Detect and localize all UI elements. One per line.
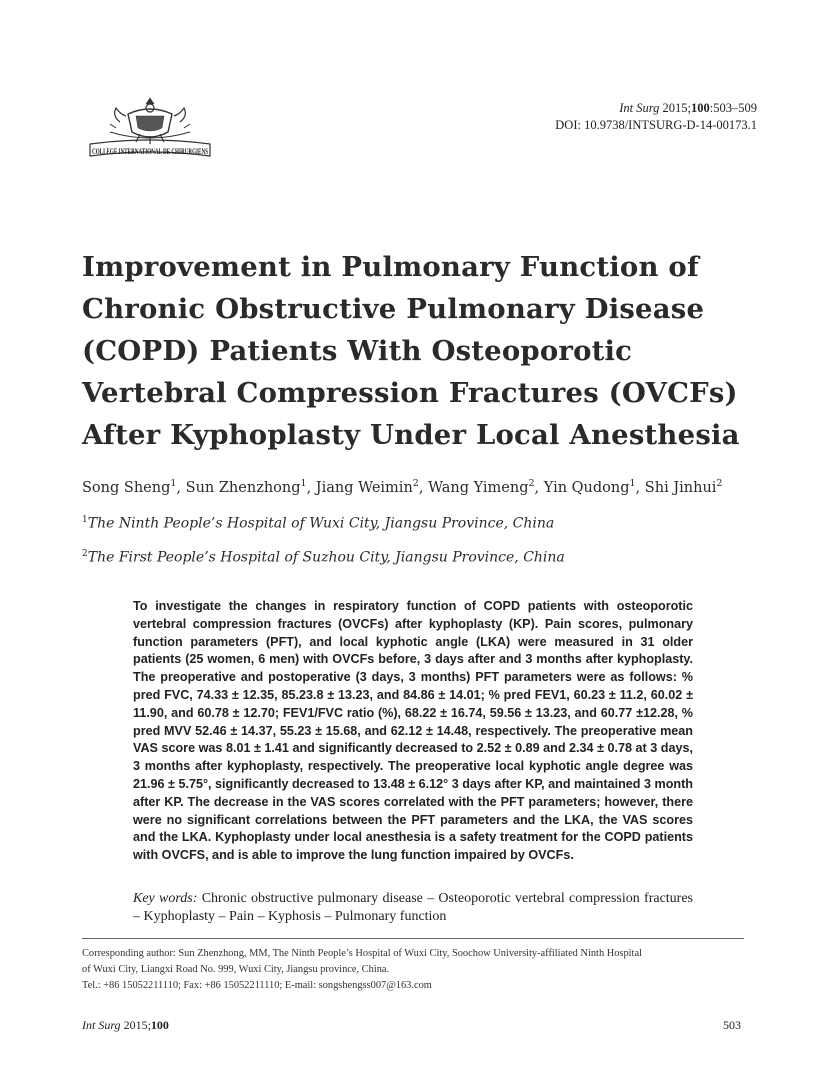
correspondence-line-2: of Wuxi City, Liangxi Road No. 999, Wuxi City, Jiangsu province, China. xyxy=(82,963,390,975)
footer-citation xyxy=(82,1018,169,1033)
keywords xyxy=(133,890,693,926)
citation-pages: :503–509 xyxy=(709,101,757,115)
correspondence-line-3: Tel.: +86 15052211110; Fax: +86 15052211110; E-mail: songshengss007@163.com xyxy=(82,979,432,991)
author: Yin Qudong$^1$, xyxy=(543,478,645,496)
journal-logo xyxy=(80,92,220,164)
crest-icon xyxy=(80,92,220,164)
correspondence xyxy=(82,946,744,993)
doi: DOI: 10.9738/INTSURG-D-14-00173.1 xyxy=(555,118,757,132)
logo-banner-text: COLLEGE INTERNATIONAL DE CHIRURGIENS xyxy=(92,147,209,156)
page-number: 503 xyxy=(723,1018,741,1032)
abstract: To investigate the changes in respiratory function of COPD patients with osteoporotic vertebral compression fractures (OVCFs) after kyphoplasty (KP). Pain scores, pulmonary function parameters (PFT), and local kyphotic angle (LKA) were measured in 31 older patients (25 women, 6 men) with OVCFs before, 3 days after and 3 months after kyphoplasty. The preoperative and postoperative (3 days, 3 months) PFT parameters were as follows: % pred FVC, 74.33 ± 12.35, 85.23.8 ± 13.23, and 84.86 ± 14.01; % pred FEV1, 60.23 ± 11.2, 60.02 ± 11.90, and 60.78 ± 12.70; FEV1/FVC ratio (%), 68.22 ± 16.74, 59.56 ± 13.23, and 60.77 ±12.28, % pred MVV 52.46 ± 14.37, 55.23 ± 15.68, and 62.12 ± 14.48, respectively. The preoperative mean VAS score was 8.01 ± 1.41 and significantly decreased to 2.52 ± 0.89 and 2.34 ± 0.78 at 3 days, 3 months after kyphoplasty, respectively. The preoperative local kyphotic angle degree was 21.96 ± 5.75°, significantly decreased to 13.48 ± 6.12° 3 days after KP, and maintained 3 month after KP. The decrease in the VAS scores correlated with the PFT parameters; however, there were no significant correlations between the PFT parameters and the LKA, the VAS scores and the LKA. Kyphoplasty under local anesthesia is a safety treatment for the COPD patients with OVCFS, and is able to improve the lung function impaired by OVCFs. xyxy=(133,599,693,863)
author-list xyxy=(82,478,772,496)
footer-year: 2015; xyxy=(123,1018,151,1032)
citation-line xyxy=(555,100,757,117)
author: Jiang Weimin$^2$, xyxy=(315,478,429,496)
footnote-divider xyxy=(82,938,744,939)
keywords-label: Key words: xyxy=(133,891,198,906)
keywords-text: Chronic obstructive pulmonary disease – Osteoporotic vertebral compression fractures – Kyphoplasty – Pain – Kyphosis – Pulmonary function xyxy=(133,891,693,924)
correspondence-line-1: Corresponding author: Sun Zhenzhong, MM, The Ninth People’s Hospital of Wuxi City, Soochow University-affiliated Ninth Hospital xyxy=(82,948,642,959)
affiliation-1: $^1$The Ninth People’s Hospital of Wuxi City, Jiangsu Province, China xyxy=(82,515,555,532)
author: Wang Yimeng$^2$, xyxy=(428,478,544,496)
citation-block xyxy=(555,100,757,134)
citation-year: 2015; xyxy=(662,101,692,115)
footer-journal: Int Surg xyxy=(82,1018,121,1032)
citation-journal: Int Surg xyxy=(619,101,660,115)
article-title: Improvement in Pulmonary Function of Chronic Obstructive Pulmonary Disease (COPD) Patients With Osteoporotic Vertebral Compression Fractures (OVCFs) After Kyphoplasty Under Local Anesthesia xyxy=(82,251,740,451)
author: Song Sheng$^1$, xyxy=(82,478,186,496)
affiliation-2: $^2$The First People’s Hospital of Suzhou City, Jiangsu Province, China xyxy=(82,549,565,566)
footer-volume: 100 xyxy=(150,1018,169,1032)
author: Shi Jinhui$^2$ xyxy=(644,478,723,496)
citation-volume: 100 xyxy=(691,101,710,115)
author: Sun Zhenzhong$^1$, xyxy=(185,478,316,496)
